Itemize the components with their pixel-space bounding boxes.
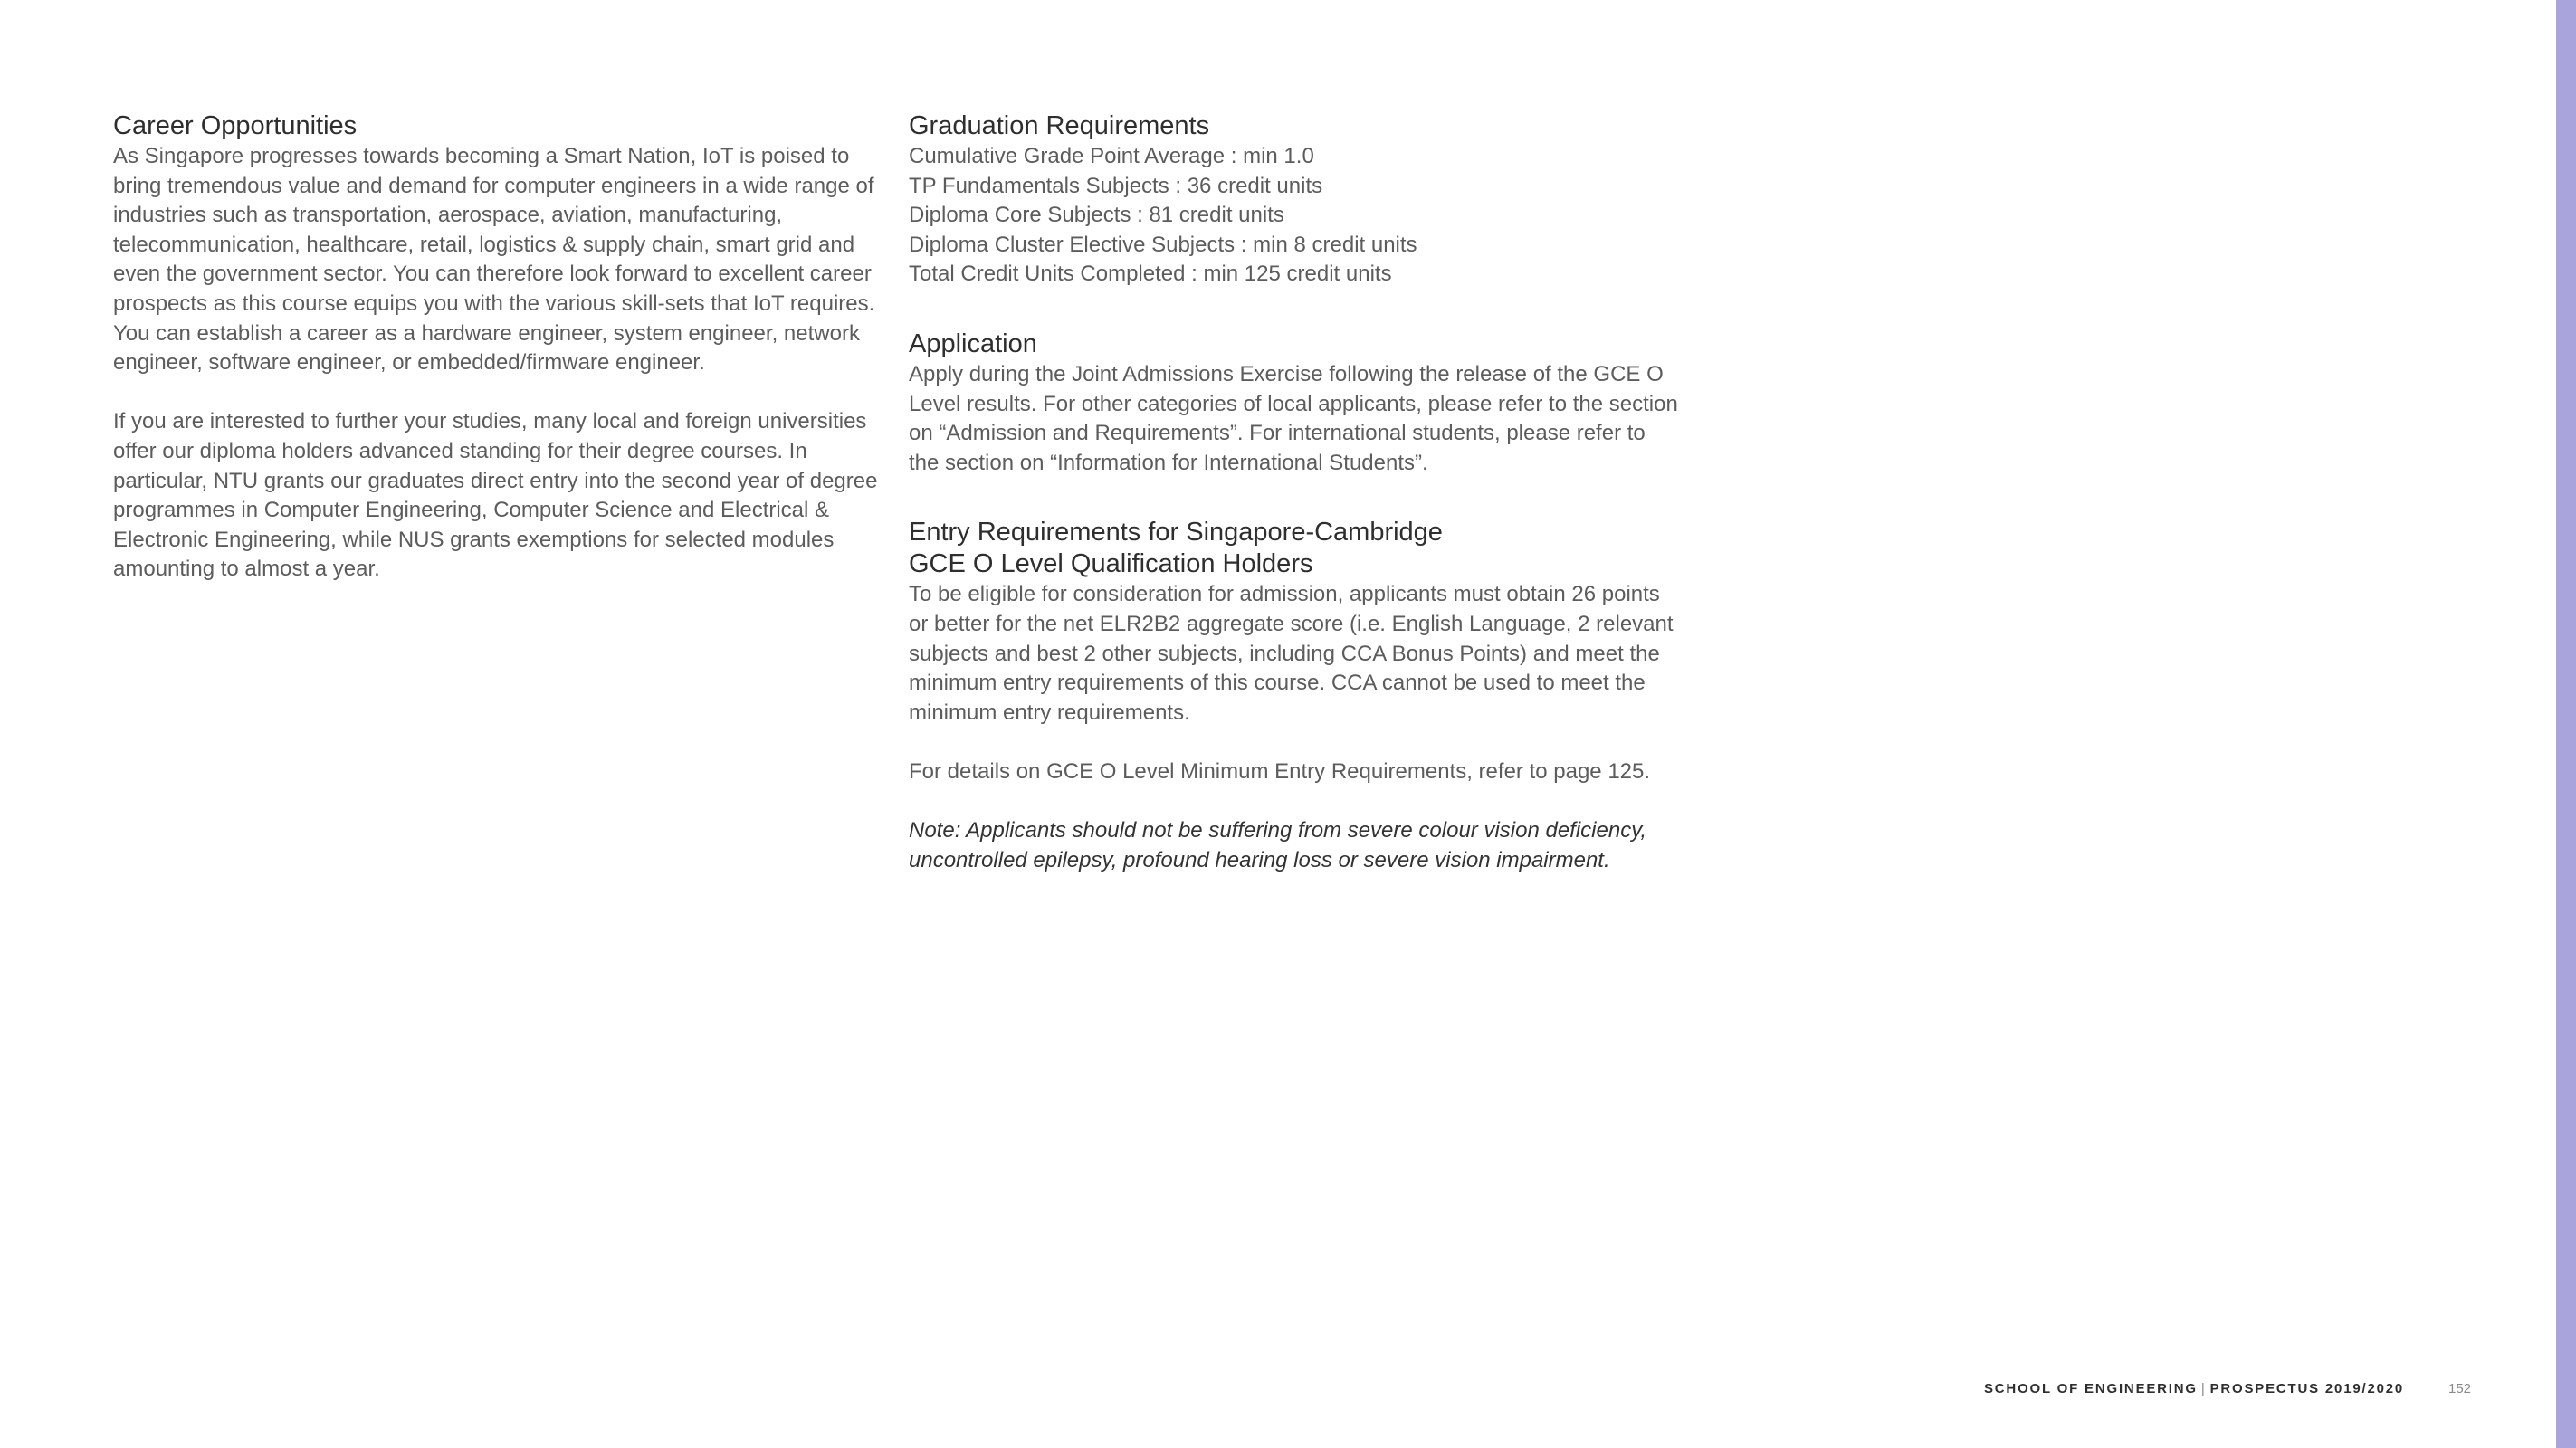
application-heading: Application (909, 329, 1037, 358)
list-item: Cumulative Grade Point Average : min 1.0 (909, 144, 1314, 168)
entry-requirements-section (909, 517, 1678, 875)
accent-side-bar (2556, 0, 2576, 1448)
graduation-section (909, 110, 1678, 290)
footer-separator: | (2200, 1381, 2207, 1396)
list-item: Diploma Core Subjects : 81 credit units (909, 203, 1284, 228)
footer-label (1984, 1381, 2404, 1396)
application-section (909, 329, 1678, 478)
footer-prospectus: PROSPECTUS 2019/2020 (2209, 1381, 2405, 1396)
page-number: 152 (2448, 1381, 2472, 1396)
career-opportunities-heading: Career Opportunities (113, 111, 358, 140)
list-item: Diploma Cluster Elective Subjects : min 8 credit units (909, 232, 1417, 257)
footer-school: SCHOOL OF ENGINEERING (1984, 1381, 2198, 1396)
entry-paragraph-1: To be eligible for consideration for admission, applicants must obtain 26 points or better for the net ELR2B2 aggregate score (i.e. English Language, 2 relevant subjects and best 2 other subjects, including CCA Bonus Points) and meet the minimum entry requirements of this course. CCA cannot be used to meet the minimum entry requirements. (909, 582, 1674, 725)
career-paragraph-1: As Singapore progresses towards becoming a Smart Nation, IoT is poised to bring tremendous value and demand for computer engineers in a wide range of industries such as transportation, aerospace, aviation, manufacturing, telecommunication, healthcare, retail, logistics & supply chain, smart grid and even the government sector. You can therefore look forward to excellent career prospects as this course equips you with the various skill-sets that IoT requires. You can establish a career as a hardware engineer, system engineer, network engineer, software engineer, or embedded/firmware engineer. (113, 144, 875, 376)
right-column (909, 110, 1678, 875)
application-paragraph: Apply during the Joint Admissions Exercise following the release of the GCE O Level results. For other categories of local applicants, please refer to the section on “Admission and Requirements”. For international students, please refer to the section on “Information for International Students”. (909, 361, 1678, 475)
list-item: TP Fundamentals Subjects : 36 credit units (909, 173, 1323, 198)
entry-heading-line-1: Entry Requirements for Singapore-Cambridge (909, 518, 1443, 548)
entry-requirements-heading (909, 517, 1678, 580)
left-column (113, 110, 883, 585)
entry-heading-line-2: GCE O Level Qualification Holders (909, 549, 1313, 579)
graduation-requirements-list (909, 142, 1678, 290)
entry-note: Note: Applicants should not be suffering from severe colour vision deficiency, uncontrolled epilepsy, profound hearing loss or severe vision impairment. (909, 818, 1647, 872)
graduation-requirements-heading: Graduation Requirements (909, 111, 1210, 140)
entry-paragraph-2: For details on GCE O Level Minimum Entry Requirements, refer to page 125. (909, 758, 1651, 784)
career-paragraph-2: If you are interested to further your studies, many local and foreign universities offer our diploma holders advanced standing for their degree courses. In particular, NTU grants our graduates direct entry into the second year of degree programmes in Computer Engineering, Computer Science and Electrical & Electronic Engineering, while NUS grants exemptions for selected modules amounting to almost a year. (113, 409, 878, 582)
list-item: Total Credit Units Completed : min 125 credit units (909, 262, 1392, 287)
